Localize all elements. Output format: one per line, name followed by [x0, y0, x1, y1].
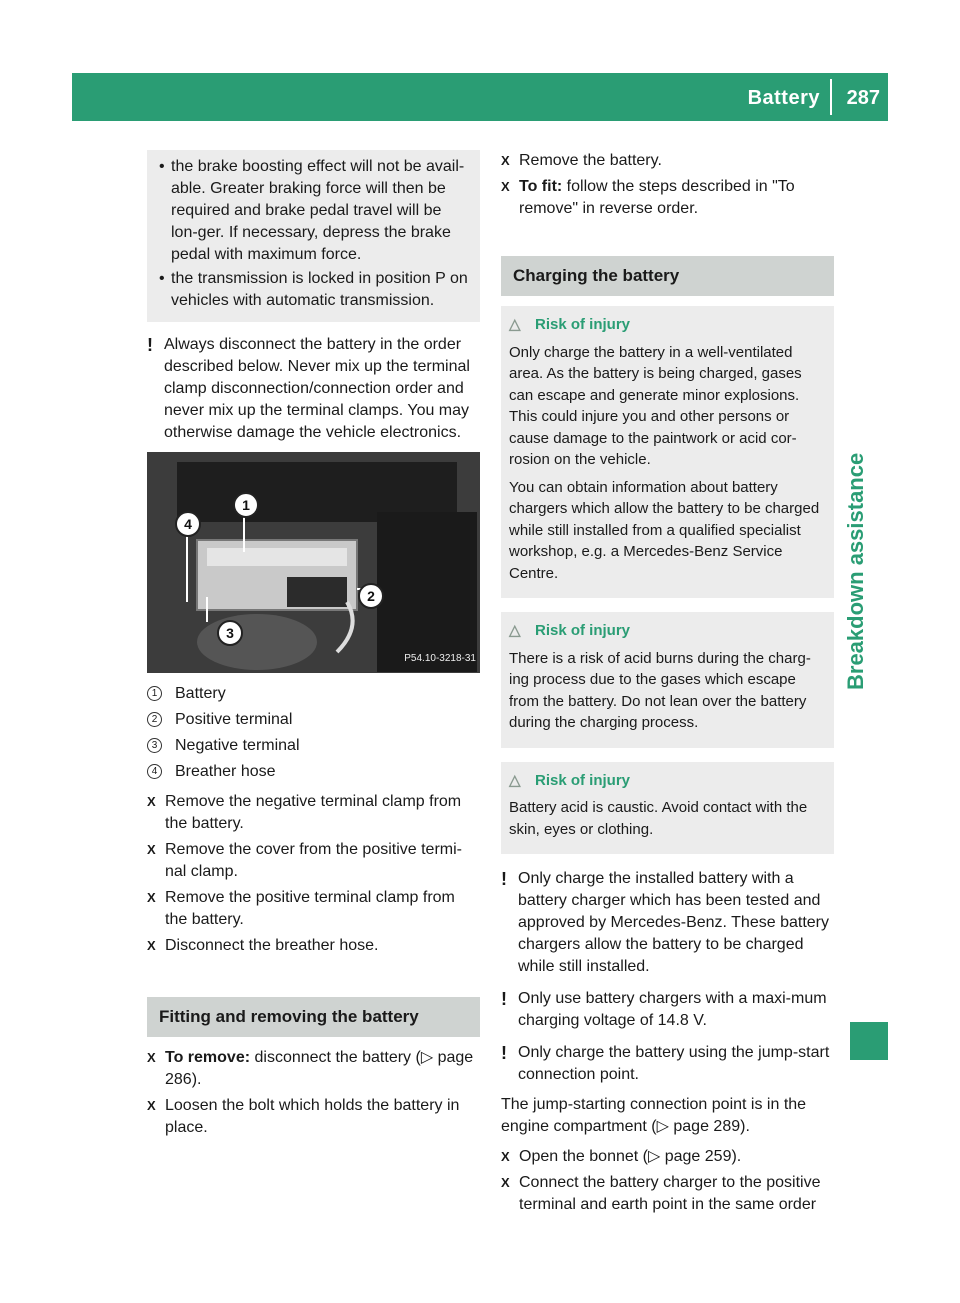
section-heading-charging: Charging the battery: [501, 256, 834, 296]
risk-box: [501, 306, 834, 598]
risk-box: [501, 612, 834, 748]
legend-item: 4 Breather hose: [147, 761, 480, 783]
step-item: X Remove the negative terminal clamp from the battery.: [147, 793, 462, 832]
arrow-icon: X: [501, 1175, 510, 1190]
step-item: X Disconnect the breather hose.: [147, 935, 480, 957]
risk-text: Battery acid is caustic. Avoid contact with the skin, eyes or clothing.: [509, 799, 808, 838]
right-column: [501, 150, 834, 1220]
warning-icon: !: [501, 869, 507, 889]
arrow-icon: X: [147, 1050, 156, 1065]
callout-2: 2: [358, 583, 384, 609]
step-item: X Loosen the bolt which holds the battery in place.: [147, 1097, 460, 1136]
legend-item: 1 Battery: [147, 683, 480, 705]
callout-3: 3: [217, 620, 243, 646]
risk-text: Only charge the battery in a well-ventilated area. As the battery is being charged, gases can escape and generate minor explosions. This could injure you and other persons or cause damage to the paintwork or acid cor-rosion on the vehicle.: [509, 343, 802, 468]
left-column: [147, 150, 480, 1143]
arrow-icon: X: [501, 153, 510, 168]
risk-text: There is a risk of acid burns during the charg-ing process due to the gases which escape from the battery. Do not lean over the battery during the charging process.: [509, 649, 811, 731]
warning-text: Always disconnect the battery in the order described below. Never mix up the terminal clamp disconnection/connection order and never mix up the terminal clamps. You may otherwise damage the vehicle electronics.: [164, 336, 470, 441]
legend-item: 2 Positive terminal: [147, 709, 480, 731]
risk-box: [501, 762, 834, 855]
list-item: • the brake boosting effect will not be avail-able. Greater braking force will then be required and brake pedal travel will be lon-ger. If necessary, depress the brake pedal with maximum force.: [157, 156, 470, 266]
risk-text: You can obtain information about battery chargers which allow the battery to be charged while still installed from a qualified specialist workshop, e.g. a Mercedes-Benz Service Centre.: [509, 478, 820, 582]
side-section-label: Breakdown assistance: [843, 452, 868, 690]
step-item: X Remove the battery.: [501, 150, 834, 172]
warning-note: ! Only use battery chargers with a maxi-mum charging voltage of 14.8 V.: [501, 989, 827, 1029]
header-separator: [830, 79, 832, 115]
step-item: X Remove the cover from the positive termi-nal clamp.: [147, 841, 462, 880]
paragraph: The jump-starting connection point is in the engine compartment (▷ page 289).: [501, 1096, 807, 1135]
arrow-icon: X: [147, 938, 156, 953]
side-marker: [850, 1022, 888, 1060]
step-item: X Open the bonnet (▷ page 259).: [501, 1146, 834, 1168]
warning-triangle-icon: △: [509, 622, 521, 639]
callout-1: 1: [233, 492, 259, 518]
risk-title: △ Risk of injury: [509, 620, 826, 642]
header-title: Battery: [747, 87, 820, 109]
page-number: 287: [846, 87, 880, 109]
warning-triangle-icon: △: [509, 771, 521, 789]
arrow-icon: X: [501, 179, 510, 194]
step-item: X Connect the battery charger to the positive terminal and earth point in the same order: [501, 1174, 821, 1213]
page-header: [72, 73, 888, 121]
risk-title: △ Risk of injury: [509, 770, 826, 792]
risk-title: △ Risk of injury: [509, 314, 826, 336]
warning-icon: !: [501, 1043, 507, 1063]
engine-bay-illustration: [147, 452, 480, 673]
step-item: X To fit: follow the steps described in "To remove" in reverse order.: [501, 178, 795, 217]
arrow-icon: X: [147, 1098, 156, 1113]
arrow-icon: X: [501, 1149, 510, 1164]
arrow-icon: X: [147, 890, 156, 905]
step-item: X To remove: disconnect the battery (▷ page 286).: [147, 1049, 474, 1088]
battery-photo: [147, 452, 480, 673]
bullet-box: [147, 150, 480, 322]
arrow-icon: X: [147, 794, 156, 809]
warning-note: ! Only charge the installed battery with a battery charger which has been tested and approved by Mercedes-Benz. These battery chargers allow the battery to be charged while still installed.: [501, 869, 829, 975]
warning-icon: !: [501, 989, 507, 1009]
warning-icon: !: [147, 335, 153, 355]
list-item: • the transmission is locked in position P on vehicles with automatic transmission.: [157, 268, 470, 312]
warning-note: [147, 334, 480, 444]
warning-note: ! Only charge the battery using the jump-start connection point.: [501, 1043, 830, 1083]
arrow-icon: X: [147, 842, 156, 857]
callout-4: 4: [175, 511, 201, 537]
legend-item: 3 Negative terminal: [147, 735, 480, 757]
step-item: X Remove the positive terminal clamp from the battery.: [147, 889, 455, 928]
warning-triangle-icon: △: [509, 316, 521, 333]
photo-reference: P54.10-3218-31: [404, 653, 476, 664]
section-heading-fitting: Fitting and removing the battery: [147, 997, 480, 1037]
